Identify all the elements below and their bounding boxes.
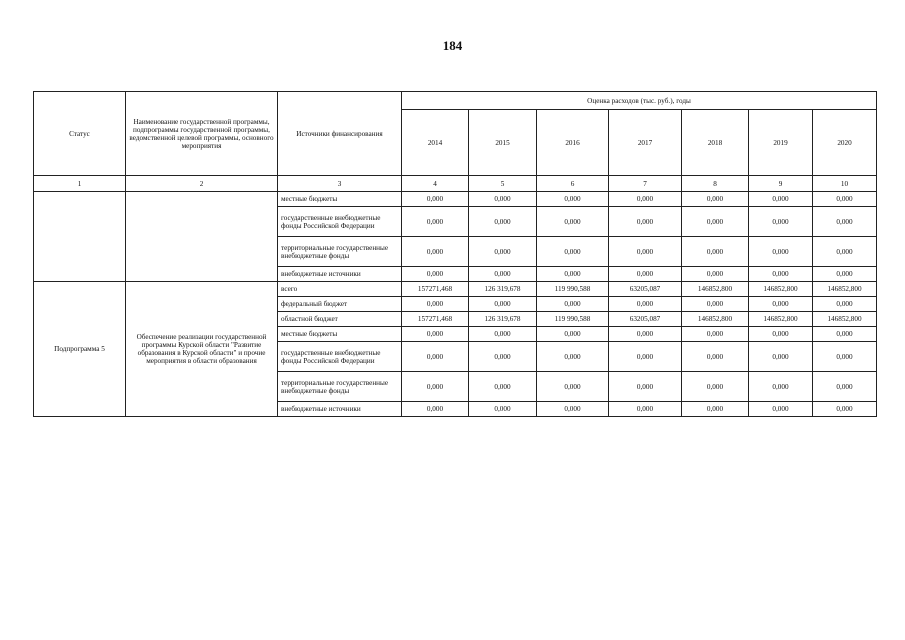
value-cell: 0,000	[537, 267, 609, 282]
value-cell: 0,000	[402, 267, 469, 282]
value-cell: 0,000	[749, 327, 813, 342]
value-cell: 146852,800	[813, 282, 877, 297]
header-year: 2018	[682, 110, 749, 176]
blank-status-cell	[34, 192, 126, 282]
value-cell: 0,000	[682, 237, 749, 267]
header-year: 2016	[537, 110, 609, 176]
value-cell: 146852,800	[749, 312, 813, 327]
value-cell: 0,000	[609, 297, 682, 312]
value-cell: 126 319,678	[469, 282, 537, 297]
value-cell: 0,000	[402, 327, 469, 342]
table-row	[34, 192, 877, 207]
column-index: 5	[469, 176, 537, 192]
header-year: 2015	[469, 110, 537, 176]
header-year: 2014	[402, 110, 469, 176]
value-cell: 0,000	[469, 192, 537, 207]
column-index: 4	[402, 176, 469, 192]
source-cell: местные бюджеты	[278, 192, 402, 207]
value-cell: 0,000	[609, 372, 682, 402]
column-index: 3	[278, 176, 402, 192]
column-index: 7	[609, 176, 682, 192]
value-cell: 0,000	[749, 372, 813, 402]
value-cell: 0,000	[469, 267, 537, 282]
column-index: 8	[682, 176, 749, 192]
value-cell: 0,000	[749, 342, 813, 372]
budget-table	[33, 91, 877, 417]
value-cell: 0,000	[469, 297, 537, 312]
source-cell: внебюджетные источники	[278, 267, 402, 282]
value-cell: 0,000	[813, 297, 877, 312]
blank-name-cell	[126, 192, 278, 282]
value-cell: 0,000	[537, 402, 609, 417]
value-cell: 0,000	[469, 372, 537, 402]
value-cell: 0,000	[609, 342, 682, 372]
value-cell: 0,000	[402, 372, 469, 402]
value-cell: 0,000	[402, 342, 469, 372]
value-cell: 0,000	[813, 402, 877, 417]
value-cell: 0,000	[537, 327, 609, 342]
source-cell: федеральный бюджет	[278, 297, 402, 312]
value-cell: 0,000	[682, 372, 749, 402]
value-cell: 0,000	[682, 192, 749, 207]
value-cell: 0,000	[749, 297, 813, 312]
value-cell: 0,000	[682, 207, 749, 237]
value-cell: 157271,468	[402, 312, 469, 327]
header-program-name: Наименование государственной программы, подпрограммы государственной программы, ведомственной целевой программы, основного мероприятия	[126, 92, 278, 176]
value-cell: 0,000	[813, 267, 877, 282]
header-expenses: Оценка расходов (тыс. руб.), годы	[402, 92, 877, 110]
value-cell: 0,000	[749, 237, 813, 267]
page-number: 184	[442, 38, 463, 53]
value-cell: 0,000	[402, 192, 469, 207]
value-cell: 0,000	[469, 342, 537, 372]
table-row	[34, 282, 877, 297]
source-cell: внебюджетные источники	[278, 402, 402, 417]
value-cell: 0,000	[813, 327, 877, 342]
value-cell: 63205,087	[609, 312, 682, 327]
column-index: 10	[813, 176, 877, 192]
column-index: 2	[126, 176, 278, 192]
value-cell: 146852,800	[682, 282, 749, 297]
header-year: 2020	[813, 110, 877, 176]
source-cell: территориальные государственные внебюджетные фонды	[278, 372, 402, 402]
value-cell: 0,000	[537, 342, 609, 372]
source-cell: всего	[278, 282, 402, 297]
value-cell: 0,000	[609, 192, 682, 207]
value-cell: 0,000	[749, 192, 813, 207]
source-cell: государственные внебюджетные фонды Российской Федерации	[278, 207, 402, 237]
value-cell: 0,000	[749, 267, 813, 282]
value-cell: 0,000	[749, 207, 813, 237]
value-cell: 0,000	[402, 297, 469, 312]
source-cell: государственные внебюджетные фонды Российской Федерации	[278, 342, 402, 372]
value-cell: 146852,800	[682, 312, 749, 327]
value-cell: 63205,087	[609, 282, 682, 297]
column-index: 9	[749, 176, 813, 192]
value-cell: 0,000	[609, 207, 682, 237]
value-cell: 0,000	[813, 192, 877, 207]
value-cell: 0,000	[537, 192, 609, 207]
value-cell: 0,000	[682, 297, 749, 312]
value-cell: 0,000	[813, 207, 877, 237]
value-cell: 146852,800	[749, 282, 813, 297]
source-cell: местные бюджеты	[278, 327, 402, 342]
value-cell: 0,000	[609, 327, 682, 342]
value-cell: 0,000	[813, 342, 877, 372]
value-cell: 0,000	[609, 237, 682, 267]
value-cell: 0,000	[537, 372, 609, 402]
source-cell: областной бюджет	[278, 312, 402, 327]
value-cell: 0,000	[402, 402, 469, 417]
value-cell: 0,000	[402, 237, 469, 267]
subprogram-name: Обеспечение реализации государственной программы Курской области "Развитие образования в Курской области" и прочие мероприятия в области образования	[126, 282, 278, 417]
value-cell: 0,000	[402, 207, 469, 237]
value-cell: 0,000	[537, 207, 609, 237]
value-cell: 126 319,678	[469, 312, 537, 327]
source-cell: территориальные государственные внебюджетные фонды	[278, 237, 402, 267]
value-cell: 0,000	[682, 342, 749, 372]
value-cell: 0,000	[469, 237, 537, 267]
value-cell: 0,000	[469, 402, 537, 417]
value-cell: 0,000	[813, 372, 877, 402]
value-cell: 119 990,588	[537, 312, 609, 327]
value-cell: 146852,800	[813, 312, 877, 327]
value-cell: 119 990,588	[537, 282, 609, 297]
header-status: Статус	[34, 92, 126, 176]
value-cell: 0,000	[813, 237, 877, 267]
value-cell: 0,000	[537, 297, 609, 312]
subprogram-status: Подпрограмма 5	[34, 282, 126, 417]
column-index: 1	[34, 176, 126, 192]
header-year: 2017	[609, 110, 682, 176]
header-year: 2019	[749, 110, 813, 176]
value-cell: 0,000	[749, 402, 813, 417]
value-cell: 0,000	[682, 327, 749, 342]
value-cell: 0,000	[469, 207, 537, 237]
value-cell: 0,000	[682, 267, 749, 282]
value-cell: 0,000	[469, 327, 537, 342]
value-cell: 0,000	[682, 402, 749, 417]
value-cell: 157271,468	[402, 282, 469, 297]
value-cell: 0,000	[609, 402, 682, 417]
value-cell: 0,000	[537, 237, 609, 267]
header-sources: Источники финансирования	[278, 92, 402, 176]
value-cell: 0,000	[609, 267, 682, 282]
column-index: 6	[537, 176, 609, 192]
